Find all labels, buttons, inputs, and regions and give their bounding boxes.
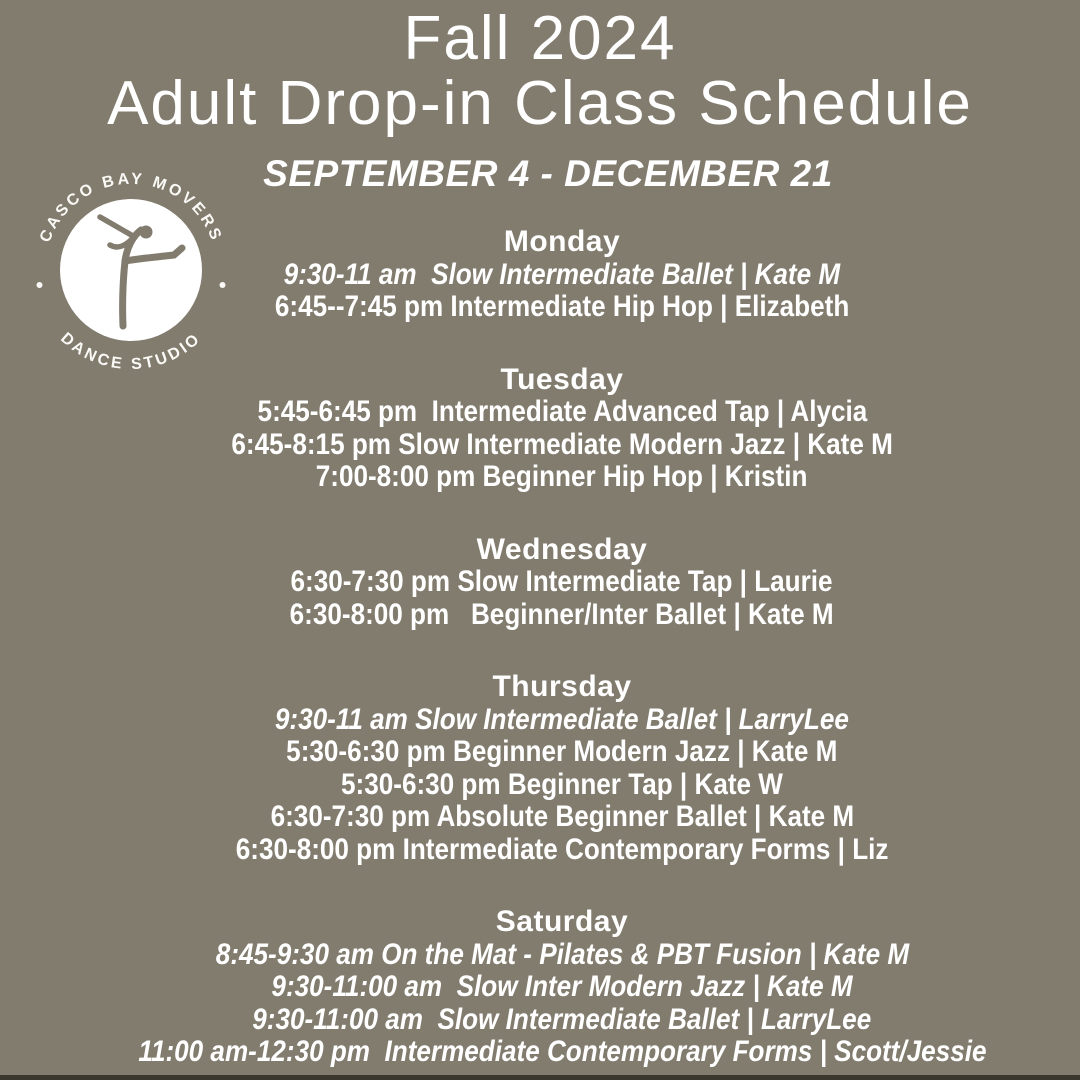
day-block <box>44 226 1080 324</box>
title-season: Fall 2024 <box>403 4 677 73</box>
day-header: Wednesday <box>476 532 648 566</box>
day-block <box>44 906 1080 1069</box>
day-block <box>44 364 1080 494</box>
day-header: Tuesday <box>500 362 624 396</box>
class-entry-text: 9:30-11:00 am Slow Inter Modern Jazz | Kate M <box>271 970 853 1003</box>
class-entry <box>44 939 1080 972</box>
class-entry <box>44 834 1080 867</box>
bottom-bar <box>0 1075 1080 1080</box>
class-entry <box>44 801 1080 834</box>
class-entry <box>44 291 1080 324</box>
schedule <box>44 226 1080 1080</box>
class-entry <box>44 259 1080 292</box>
class-entry <box>44 769 1080 802</box>
class-entry-text: 6:30-7:30 pm Absolute Beginner Ballet | Kate M <box>270 800 854 833</box>
class-entry <box>44 566 1080 599</box>
class-entry-text: 5:30-6:30 pm Beginner Tap | Kate W <box>341 767 783 801</box>
class-entry-text: 5:45-6:45 pm Intermediate Advanced Tap | Alycia <box>257 395 867 428</box>
class-entry <box>44 429 1080 462</box>
class-entry-text: 7:00-8:00 pm Beginner Hip Hop | Kristin <box>316 460 808 493</box>
page-title <box>0 6 1080 136</box>
day-block <box>44 671 1080 866</box>
class-entry-text: 9:30-11 am Slow Intermediate Ballet | Kate M <box>283 257 841 291</box>
class-entry-text: 6:30-8:00 pm Intermediate Contemporary Forms | Liz <box>235 832 889 866</box>
title-main: Adult Drop-in Class Schedule <box>107 69 973 138</box>
class-entry-text: 5:30-6:30 pm Beginner Modern Jazz | Kate M <box>286 735 838 768</box>
class-entry-text: 8:45-9:30 am On the Mat - Pilates & PBT Fusion | Kate M <box>215 937 909 971</box>
day-header: Monday <box>503 225 621 258</box>
class-entry <box>44 971 1080 1004</box>
class-entry <box>44 736 1080 769</box>
day-block <box>44 534 1080 632</box>
logo-arc-bottom-text: DANCE STUDIO <box>57 329 205 374</box>
date-range: SEPTEMBER 4 - DECEMBER 21 <box>263 153 833 194</box>
class-entry <box>44 599 1080 632</box>
class-entry-text: 6:30-7:30 pm Slow Intermediate Tap | Laurie <box>290 565 834 598</box>
class-entry-text: 6:30-8:00 pm Beginner/Inter Ballet | Kate M <box>290 597 834 631</box>
day-header: Thursday <box>492 670 632 703</box>
class-entry-text: 6:45--7:45 pm Intermediate Hip Hop | Elizabeth <box>274 290 850 323</box>
class-entry-text: 9:30-11 am Slow Intermediate Ballet | LarryLee <box>274 702 849 736</box>
class-entry-text: 9:30-11:00 am Slow Intermediate Ballet | LarryLee <box>252 1002 872 1036</box>
class-entry <box>44 396 1080 429</box>
logo-left-dot <box>37 282 43 288</box>
class-entry <box>44 461 1080 494</box>
logo-arc-top-text: CASCO BAY MOVERS <box>36 170 226 245</box>
class-entry-text: 6:45-8:15 pm Slow Intermediate Modern Jazz | Kate M <box>231 427 893 461</box>
class-entry <box>44 1004 1080 1037</box>
day-header: Saturday <box>495 905 629 938</box>
class-entry <box>44 704 1080 737</box>
class-entry-text: 11:00 am-12:30 pm Intermediate Contemporary Forms | Scott/Jessie <box>137 1035 987 1068</box>
class-entry <box>44 1036 1080 1069</box>
